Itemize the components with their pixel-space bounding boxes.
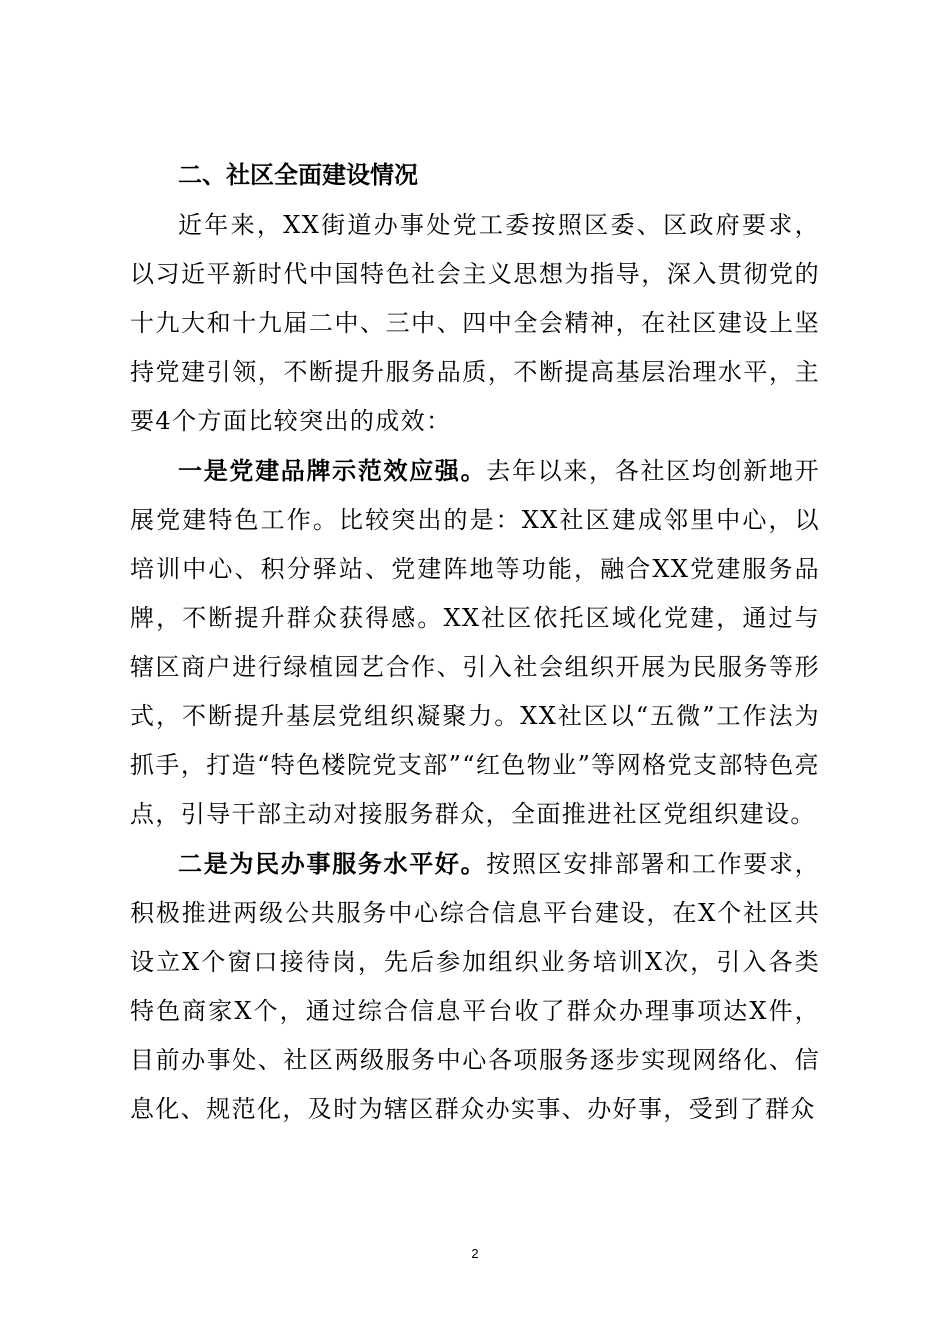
- paragraph-text: 近年来，XX街道办事处党工委按照区委、区政府要求，以习近平新时代中国特色社会主义思想为指导，深入贯彻党的十九大和十九届二中、三中、四中全会精神，在社区建设上坚持党建引领，不断提升服务品质，不断提高基层治理水平，主要4个方面比较突出的成效：: [130, 211, 820, 435]
- paragraph-intro: [130, 200, 820, 446]
- document-body: [130, 150, 820, 1134]
- paragraph-lead: 二是为民办事服务水平好。: [178, 849, 487, 878]
- paragraph-text: 去年以来，各社区均创新地开展党建特色工作。比较突出的是：XX社区建成邻里中心，以培训中心、积分驿站、党建阵地等功能，融合XX党建服务品牌，不断提升群众获得感。XX社区依托区域化党建，通过与辖区商户进行绿植园艺合作、引入社会组织开展为民服务等形式，不断提升基层党组织凝聚力。XX社区以“五微”工作法为抓手，打造“特色楼院党支部”“红色物业”等网格党支部特色亮点，引导干部主动对接服务群众，全面推进社区党组织建设。: [130, 457, 820, 828]
- page-number: 2: [471, 1246, 479, 1261]
- paragraph-public-service: [130, 839, 820, 1134]
- paragraph-party-brand: [130, 446, 820, 839]
- section-heading: 二、社区全面建设情况: [178, 161, 418, 189]
- paragraph-lead: 一是党建品牌示范效应强。: [178, 456, 487, 485]
- paragraph-text: 按照区安排部署和工作要求，积极推进两级公共服务中心综合信息平台建设，在X个社区共设立X个窗口接待岗，先后参加组织业务培训X次，引入各类特色商家X个，通过综合信息平台收了群众办理事项达X件，目前办事处、社区两级服务中心各项服务逐步实现网络化、信息化、规范化，及时为辖区群众办实事、办好事，受到了群众: [130, 850, 820, 1123]
